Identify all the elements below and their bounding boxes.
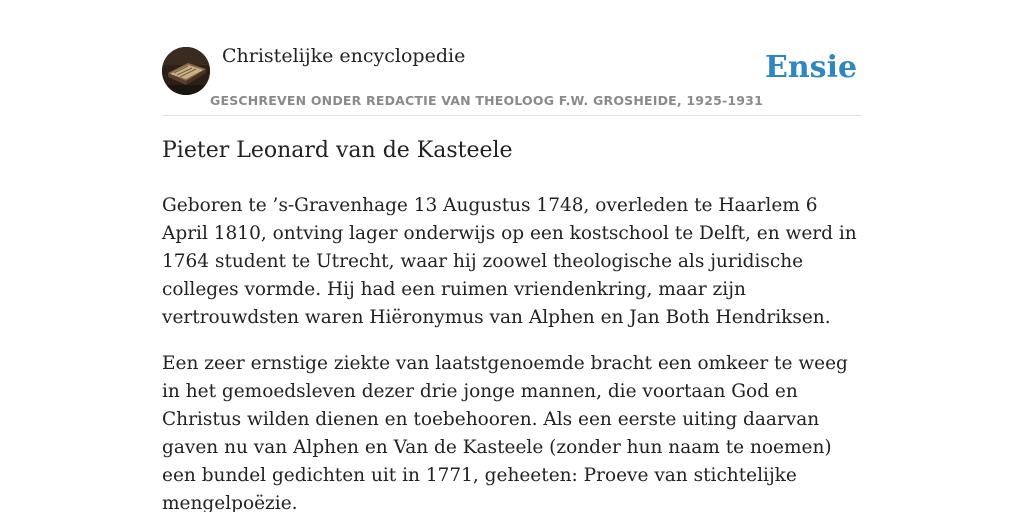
article-body	[162, 192, 868, 512]
article-paragraph: Geboren te ’s-Gravenhage 13 Augustus 1748, overleden te Haarlem 6 April 1810, ontving lager onderwijs op een kostschool te Delft, en werd in 1764 student te Utrecht, waar hij zoowel theologische als juridische colleges vormde. Hij had een ruimen vriendenkring, maar zijn vertrouwdsten waren Hiëronymus van Alphen en Jan Both Hendriksen.	[162, 195, 857, 328]
book-photo-icon	[162, 47, 210, 95]
header-divider	[162, 115, 862, 116]
site-subtitle: GESCHREVEN ONDER REDACTIE VAN THEOLOOG F.W. GROSHEIDE, 1925-1931	[210, 93, 763, 108]
ensie-logo-link[interactable]: Ensie	[765, 50, 858, 85]
article-title: Pieter Leonard van de Kasteele	[162, 138, 513, 163]
encyclopedia-avatar[interactable]	[162, 47, 210, 95]
site-title[interactable]: Christelijke encyclopedie	[222, 45, 466, 67]
article-paragraph: Een zeer ernstige ziekte van laatstgenoemde bracht een omkeer te weeg in het gemoedsleven dezer drie jonge mannen, die voortaan God en Christus wilden dienen en toebehooren. Als een eerste uiting daarvan gaven nu van Alphen en Van de Kasteele (zonder hun naam te noemen) een bundel gedichten uit in 1771, geheeten: Proeve van stichtelijke mengelpoëzie.	[162, 353, 848, 512]
